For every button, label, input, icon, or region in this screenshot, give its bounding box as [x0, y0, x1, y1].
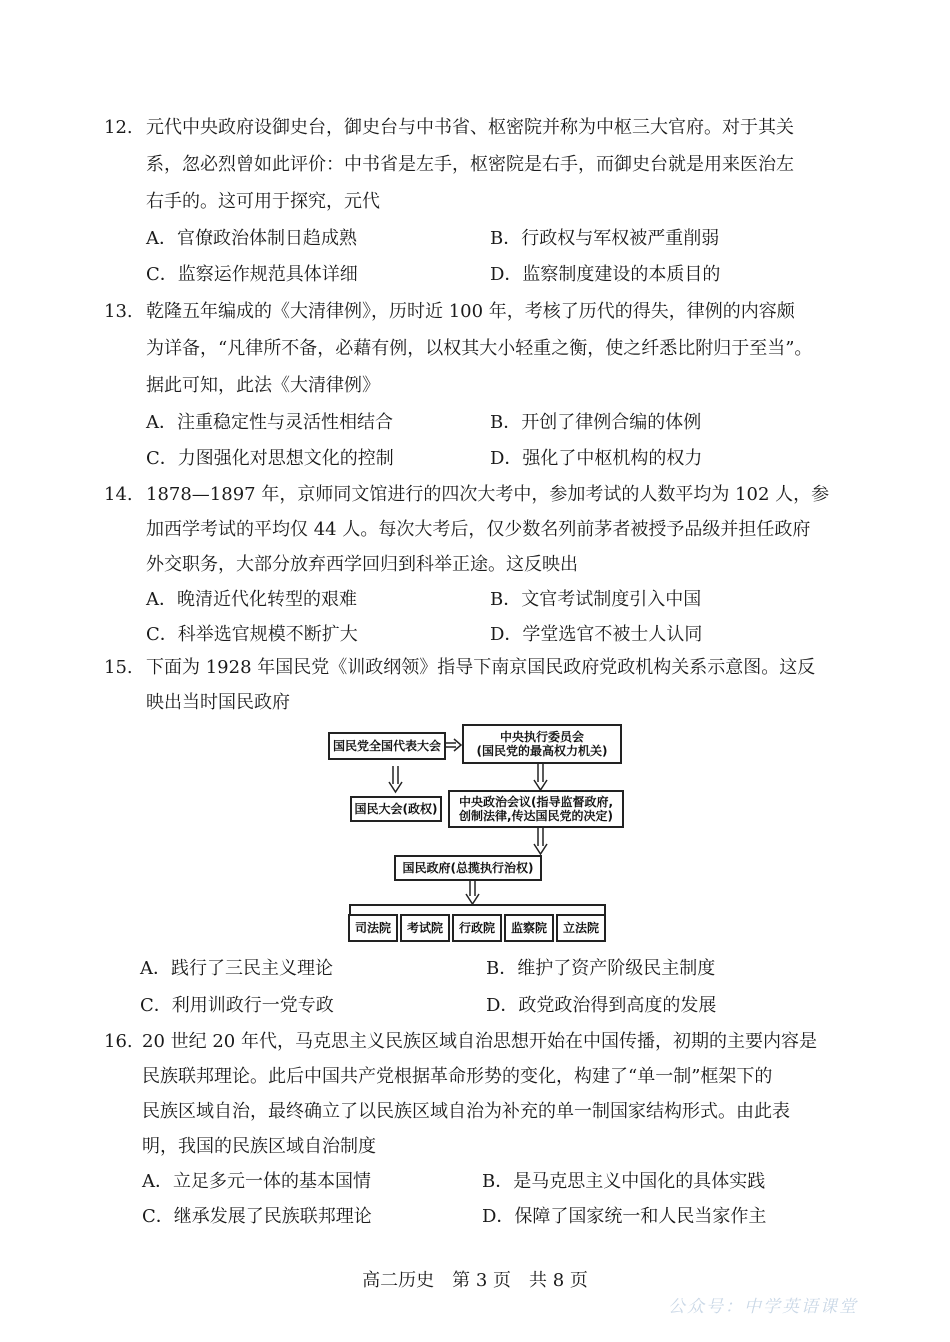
question-13-line: 据此可知，此法《大清律例》	[146, 375, 380, 396]
box-control-yuan: 监察院	[504, 914, 554, 942]
question-13-line: 为详备，“凡律所不备，必藉有例，以权其大小轻重之衡，使之纤悉比附归于至当”。	[146, 338, 813, 359]
box-judicial-yuan: 司法院	[348, 914, 398, 942]
option-12-d[interactable]: D．监察制度建设的本质目的	[490, 264, 721, 285]
box-party-congress: 国民党全国代表大会	[328, 732, 446, 760]
option-15-c[interactable]: C．利用训政行一党专政	[140, 995, 334, 1016]
box-national-government: 国民政府(总揽执行治权)	[394, 855, 542, 881]
question-13-line: 乾隆五年编成的《大清律例》，历时近 100 年，考核了历代的得失，律例的内容颇	[146, 301, 795, 322]
question-16-line: 明，我国的民族区域自治制度	[142, 1136, 376, 1157]
option-12-b[interactable]: B．行政权与军权被严重削弱	[490, 228, 720, 249]
option-16-b[interactable]: B．是马克思主义中国化的具体实践	[482, 1171, 766, 1192]
box-examination-yuan: 考试院	[400, 914, 450, 942]
option-14-b[interactable]: B．文官考试制度引入中国	[490, 589, 702, 610]
option-15-a[interactable]: A．践行了三民主义理论	[140, 958, 333, 979]
option-14-d[interactable]: D．学堂选官不被士人认同	[490, 624, 703, 645]
box-legislative-yuan: 立法院	[556, 914, 606, 942]
arrow-cec-to-council	[534, 762, 547, 790]
question-12-line: 系，忽必烈曾如此评价：中书省是左手，枢密院是右手，而御史台就是用来医治左	[146, 154, 794, 175]
option-15-b[interactable]: B．维护了资产阶级民主制度	[486, 958, 716, 979]
question-15-number: 15.	[104, 657, 133, 678]
question-16-line: 20 世纪 20 年代，马克思主义民族区域自治思想开始在中国传播，初期的主要内容是	[142, 1031, 817, 1052]
question-12-line: 右手的。这可用于探究，元代	[146, 191, 380, 212]
cec-title: 中央执行委员会	[499, 730, 584, 744]
option-16-d[interactable]: D．保障了国家统一和人民当家作主	[482, 1206, 767, 1227]
option-13-d[interactable]: D．强化了中枢机构的权力	[490, 448, 703, 469]
option-14-c[interactable]: C．科举选官规模不断扩大	[146, 624, 358, 645]
bracket-line	[350, 905, 605, 914]
question-14-line: 1878—1897 年，京师同文馆进行的四次大考中，参加考试的人数平均为 102 人，参	[146, 484, 830, 505]
option-13-b[interactable]: B．开创了律例合编的体例	[490, 412, 702, 433]
box-national-assembly: 国民大会(政权)	[350, 796, 442, 822]
option-15-d[interactable]: D．政党政治得到高度的发展	[486, 995, 717, 1016]
question-12-line: 元代中央政府设御史台，御史台与中书省、枢密院并称为中枢三大官府。对于其关	[146, 117, 794, 138]
question-14-line: 加西学考试的平均仅 44 人。每次大考后，仅少数名列前茅者被授予品级并担任政府	[146, 519, 811, 540]
question-16-line: 民族联邦理论。此后中国共产党根据革命形势的变化，构建了“单一制”框架下的	[142, 1066, 773, 1087]
question-14-line: 外交职务，大部分放弃西学回归到科举正途。这反映出	[146, 554, 578, 575]
option-14-a[interactable]: A．晚清近代化转型的艰难	[146, 589, 357, 610]
arrow-congress-to-assembly	[389, 766, 402, 792]
council-line: 中央政治会议(指导监督政府,	[458, 795, 614, 809]
option-16-c[interactable]: C．继承发展了民族联邦理论	[142, 1206, 372, 1227]
question-16-number: 16.	[104, 1031, 133, 1052]
option-12-a[interactable]: A．官僚政治体制日趋成熟	[146, 228, 357, 249]
question-13-number: 13.	[104, 301, 133, 322]
page-footer: 高二历史 第 3 页 共 8 页	[362, 1270, 588, 1291]
option-16-a[interactable]: A．立足多元一体的基本国情	[142, 1171, 371, 1192]
watermark: 公众号：中学英语课堂	[668, 1297, 858, 1317]
cec-subtitle: (国民党的最高权力机关)	[476, 744, 608, 758]
org-chart-diagram	[320, 718, 630, 948]
council-line: 创制法律,传达国民党的决定)	[458, 809, 614, 823]
box-central-political-council	[448, 790, 624, 828]
question-14-number: 14.	[104, 484, 133, 505]
option-12-c[interactable]: C．监察运作规范具体详细	[146, 264, 358, 285]
arrow-govt-to-yuans	[466, 880, 479, 904]
question-15-line: 下面为 1928 年国民党《训政纲领》指导下南京国民政府党政机构关系示意图。这反	[146, 657, 816, 678]
arrow-congress-to-cec	[444, 739, 461, 751]
question-12-number: 12.	[104, 117, 133, 138]
arrow-council-to-govt	[534, 827, 547, 854]
option-13-c[interactable]: C．力图强化对思想文化的控制	[146, 448, 394, 469]
question-15-line: 映出当时国民政府	[146, 692, 290, 713]
box-executive-yuan: 行政院	[452, 914, 502, 942]
question-16-line: 民族区域自治，最终确立了以民族区域自治为补充的单一制国家结构形式。由此表	[142, 1101, 790, 1122]
option-13-a[interactable]: A．注重稳定性与灵活性相结合	[146, 412, 393, 433]
box-central-executive-committee	[462, 724, 622, 764]
